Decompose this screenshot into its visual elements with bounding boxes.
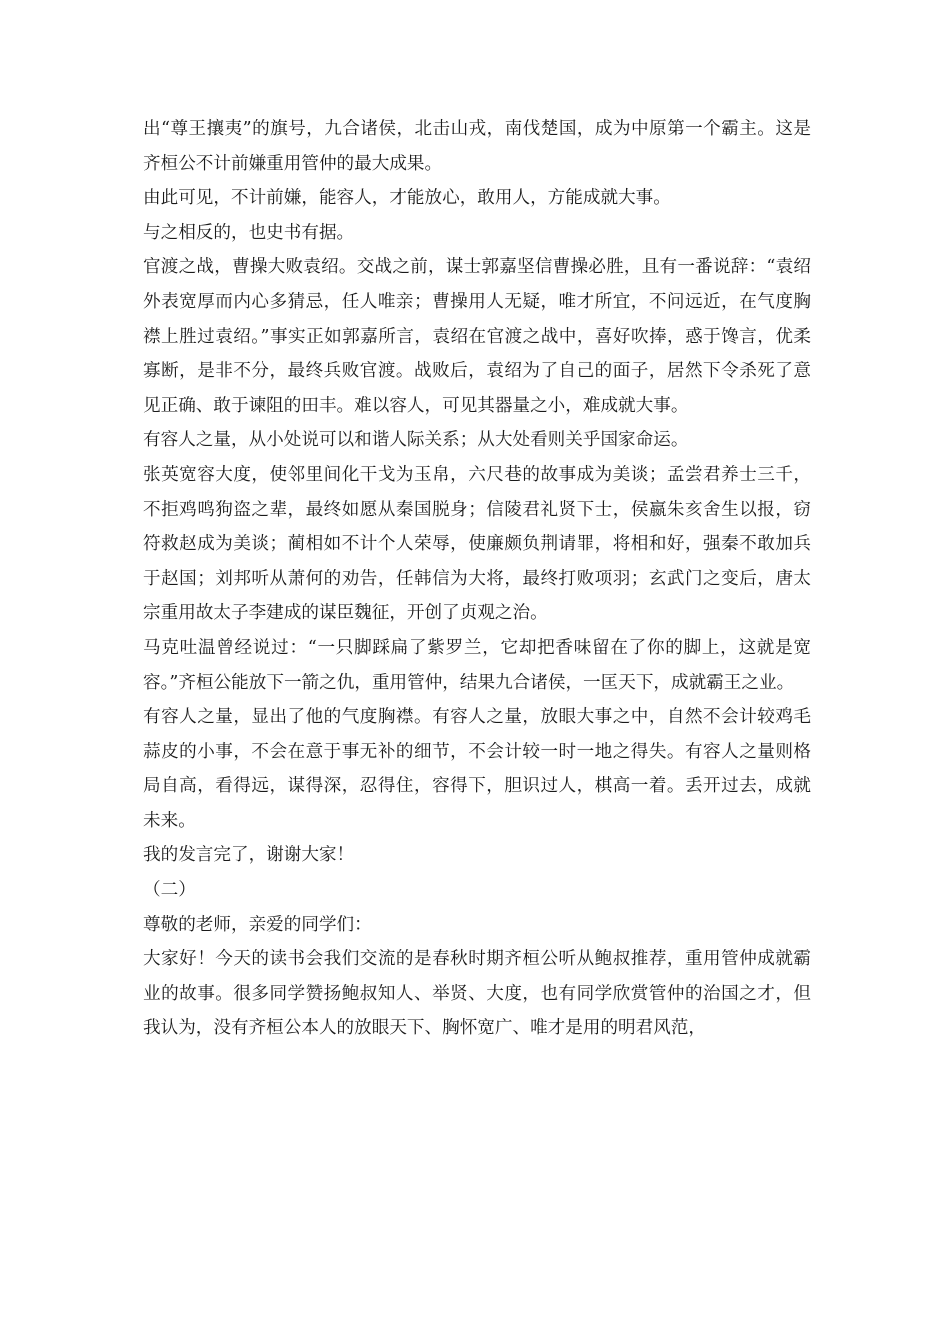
paragraph: 大家好！今天的读书会我们交流的是春秋时期齐桓公听从鲍叔推荐，重用管仲成就霸业的故事。很多同学赞扬鲍叔知人、举贤、大度，也有同学欣赏管仲的治国之才，但我认为，没有齐桓公本人的放眼天下、胸怀宽广、唯才是用的明君风范， [143, 949, 811, 1039]
closing-remark: 我的发言完了，谢谢大家！ [143, 845, 355, 866]
paragraph: 与之相反的，也史书有据。 [143, 222, 355, 243]
paragraph: 有容人之量，显出了他的气度胸襟。有容人之量，放眼大事之中，自然不会计较鸡毛蒜皮的小事，不会在意于事无补的细节，不会计较一时一地之得失。有容人之量则格局自高，看得远，谋得深，忍得住，容得下，胆识过人，棋高一着。丢开过去，成就未来。 [143, 707, 811, 831]
paragraph: 出“尊王攘夷”的旗号，九合诸侯，北击山戎，南伐楚国，成为中原第一个霸主。这是齐桓公不计前嫌重用管仲的最大成果。 [143, 119, 811, 174]
paragraph: 由此可见，不计前嫌，能容人，才能放心，敢用人，方能成就大事。 [143, 188, 671, 209]
paragraph: 有容人之量，从小处说可以和谐人际关系；从大处看则关乎国家命运。 [143, 430, 689, 451]
salutation: 尊敬的老师，亲爱的同学们： [143, 914, 372, 935]
paragraph: 张英宽容大度，使邻里间化干戈为玉帛，六尺巷的故事成为美谈；孟尝君养士三千，不拒鸡鸣狗盗之辈，最终如愿从秦国脱身；信陵君礼贤下士，侯嬴朱亥舍生以报，窃符救赵成为美谈；蔺相如不计个人荣辱，使廉颇负荆请罪，将相和好，强秦不敢加兵于赵国；刘邦听从萧何的劝告，任韩信为大将，最终打败项羽；玄武门之变后，唐太宗重用故太子李建成的谋臣魏征，开创了贞观之治。 [143, 464, 811, 624]
section-heading: （二） [143, 880, 196, 901]
paragraph: 马克吐温曾经说过：“一只脚踩扁了紫罗兰，它却把香味留在了你的脚上，这就是宽容。”齐桓公能放下一箭之仇，重用管仲，结果九合诸侯，一匡天下，成就霸王之业。 [143, 637, 811, 693]
document-body [143, 112, 811, 1046]
paragraph: 官渡之战，曹操大败袁绍。交战之前，谋士郭嘉坚信曹操必胜，且有一番说辞：“袁绍外表宽厚而内心多猜忌，任人唯亲；曹操用人无疑，唯才所宜，不问远近，在气度胸襟上胜过袁绍。”事实正如郭嘉所言，袁绍在官渡之战中，喜好吹捧，惑于馋言，优柔寡断，是非不分，最终兵败官渡。战败后，袁绍为了自己的面子，居然下令杀死了意见正确、敢于谏阻的田丰。难以容人，可见其器量之小，难成就大事。 [143, 257, 811, 416]
